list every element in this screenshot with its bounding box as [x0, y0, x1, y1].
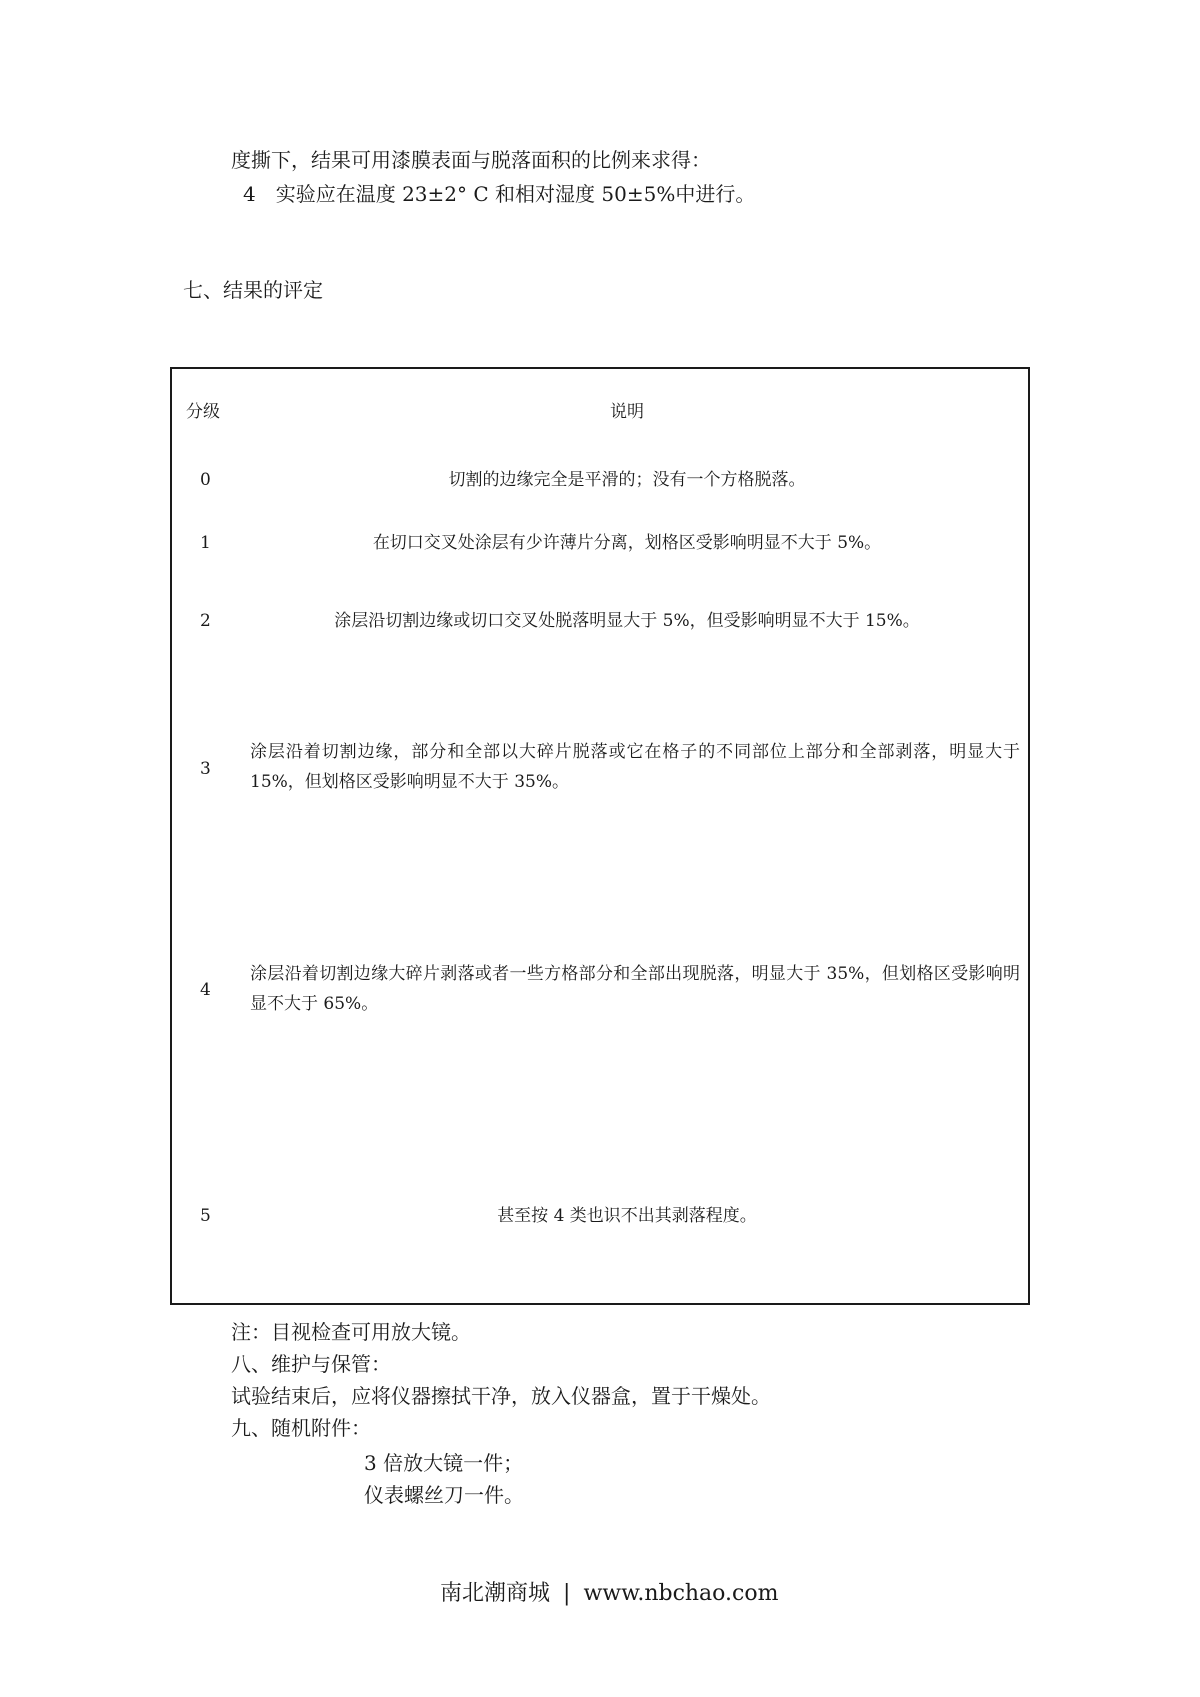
intro-line-2: 4 实验应在温度 23±2° C 和相对湿度 50±5%中进行。 — [243, 182, 756, 206]
header-description: 说明 — [610, 402, 644, 422]
header-grade: 分级 — [186, 402, 220, 422]
row-grade: 5 — [200, 1206, 211, 1226]
row-grade: 3 — [200, 759, 211, 779]
footer-brand: 南北潮商城 — [440, 1581, 551, 1606]
section-9-title: 九、随机附件： — [231, 1416, 371, 1440]
row-grade: 4 — [200, 980, 211, 1000]
accessory-item: 3 倍放大镜一件； — [364, 1451, 524, 1475]
intro-line-1: 度撕下，结果可用漆膜表面与脱落面积的比例来求得： — [231, 148, 711, 172]
row-grade: 0 — [200, 470, 211, 490]
section-7-title: 七、结果的评定 — [183, 278, 323, 302]
row-description: 涂层沿着切割边缘，部分和全部以大碎片脱落或它在格子的不同部位上部分和全部剥落，明显大于 15%，但划格区受影响明显不大于 35%。 — [250, 742, 1020, 792]
row-description: 在切口交叉处涂层有少许薄片分离，划格区受影响明显不大于 5%。 — [372, 533, 882, 553]
row-description: 甚至按 4 类也识不出其剥落程度。 — [497, 1206, 757, 1226]
note-text: 注：目视检查可用放大镜。 — [231, 1320, 471, 1344]
footer-url-link[interactable]: www.nbchao.com — [583, 1581, 779, 1606]
footer-separator: | — [563, 1581, 571, 1606]
rating-table — [170, 367, 1030, 1305]
row-description: 切割的边缘完全是平滑的；没有一个方格脱落。 — [448, 470, 806, 490]
section-8-title: 八、维护与保管： — [231, 1352, 391, 1376]
accessory-item: 仪表螺丝刀一件。 — [364, 1483, 524, 1507]
row-description: 涂层沿切割边缘或切口交叉处脱落明显大于 5%，但受影响明显不大于 15%。 — [334, 611, 920, 631]
row-grade: 2 — [200, 611, 211, 631]
footer — [440, 1580, 778, 1608]
row-grade: 1 — [200, 533, 211, 553]
row-description: 涂层沿着切割边缘大碎片剥落或者一些方格部分和全部出现脱落，明显大于 35%，但划格区受影响明显不大于 65%。 — [250, 964, 1020, 1014]
section-8-text: 试验结束后，应将仪器擦拭干净，放入仪器盒，置于干燥处。 — [231, 1384, 771, 1408]
